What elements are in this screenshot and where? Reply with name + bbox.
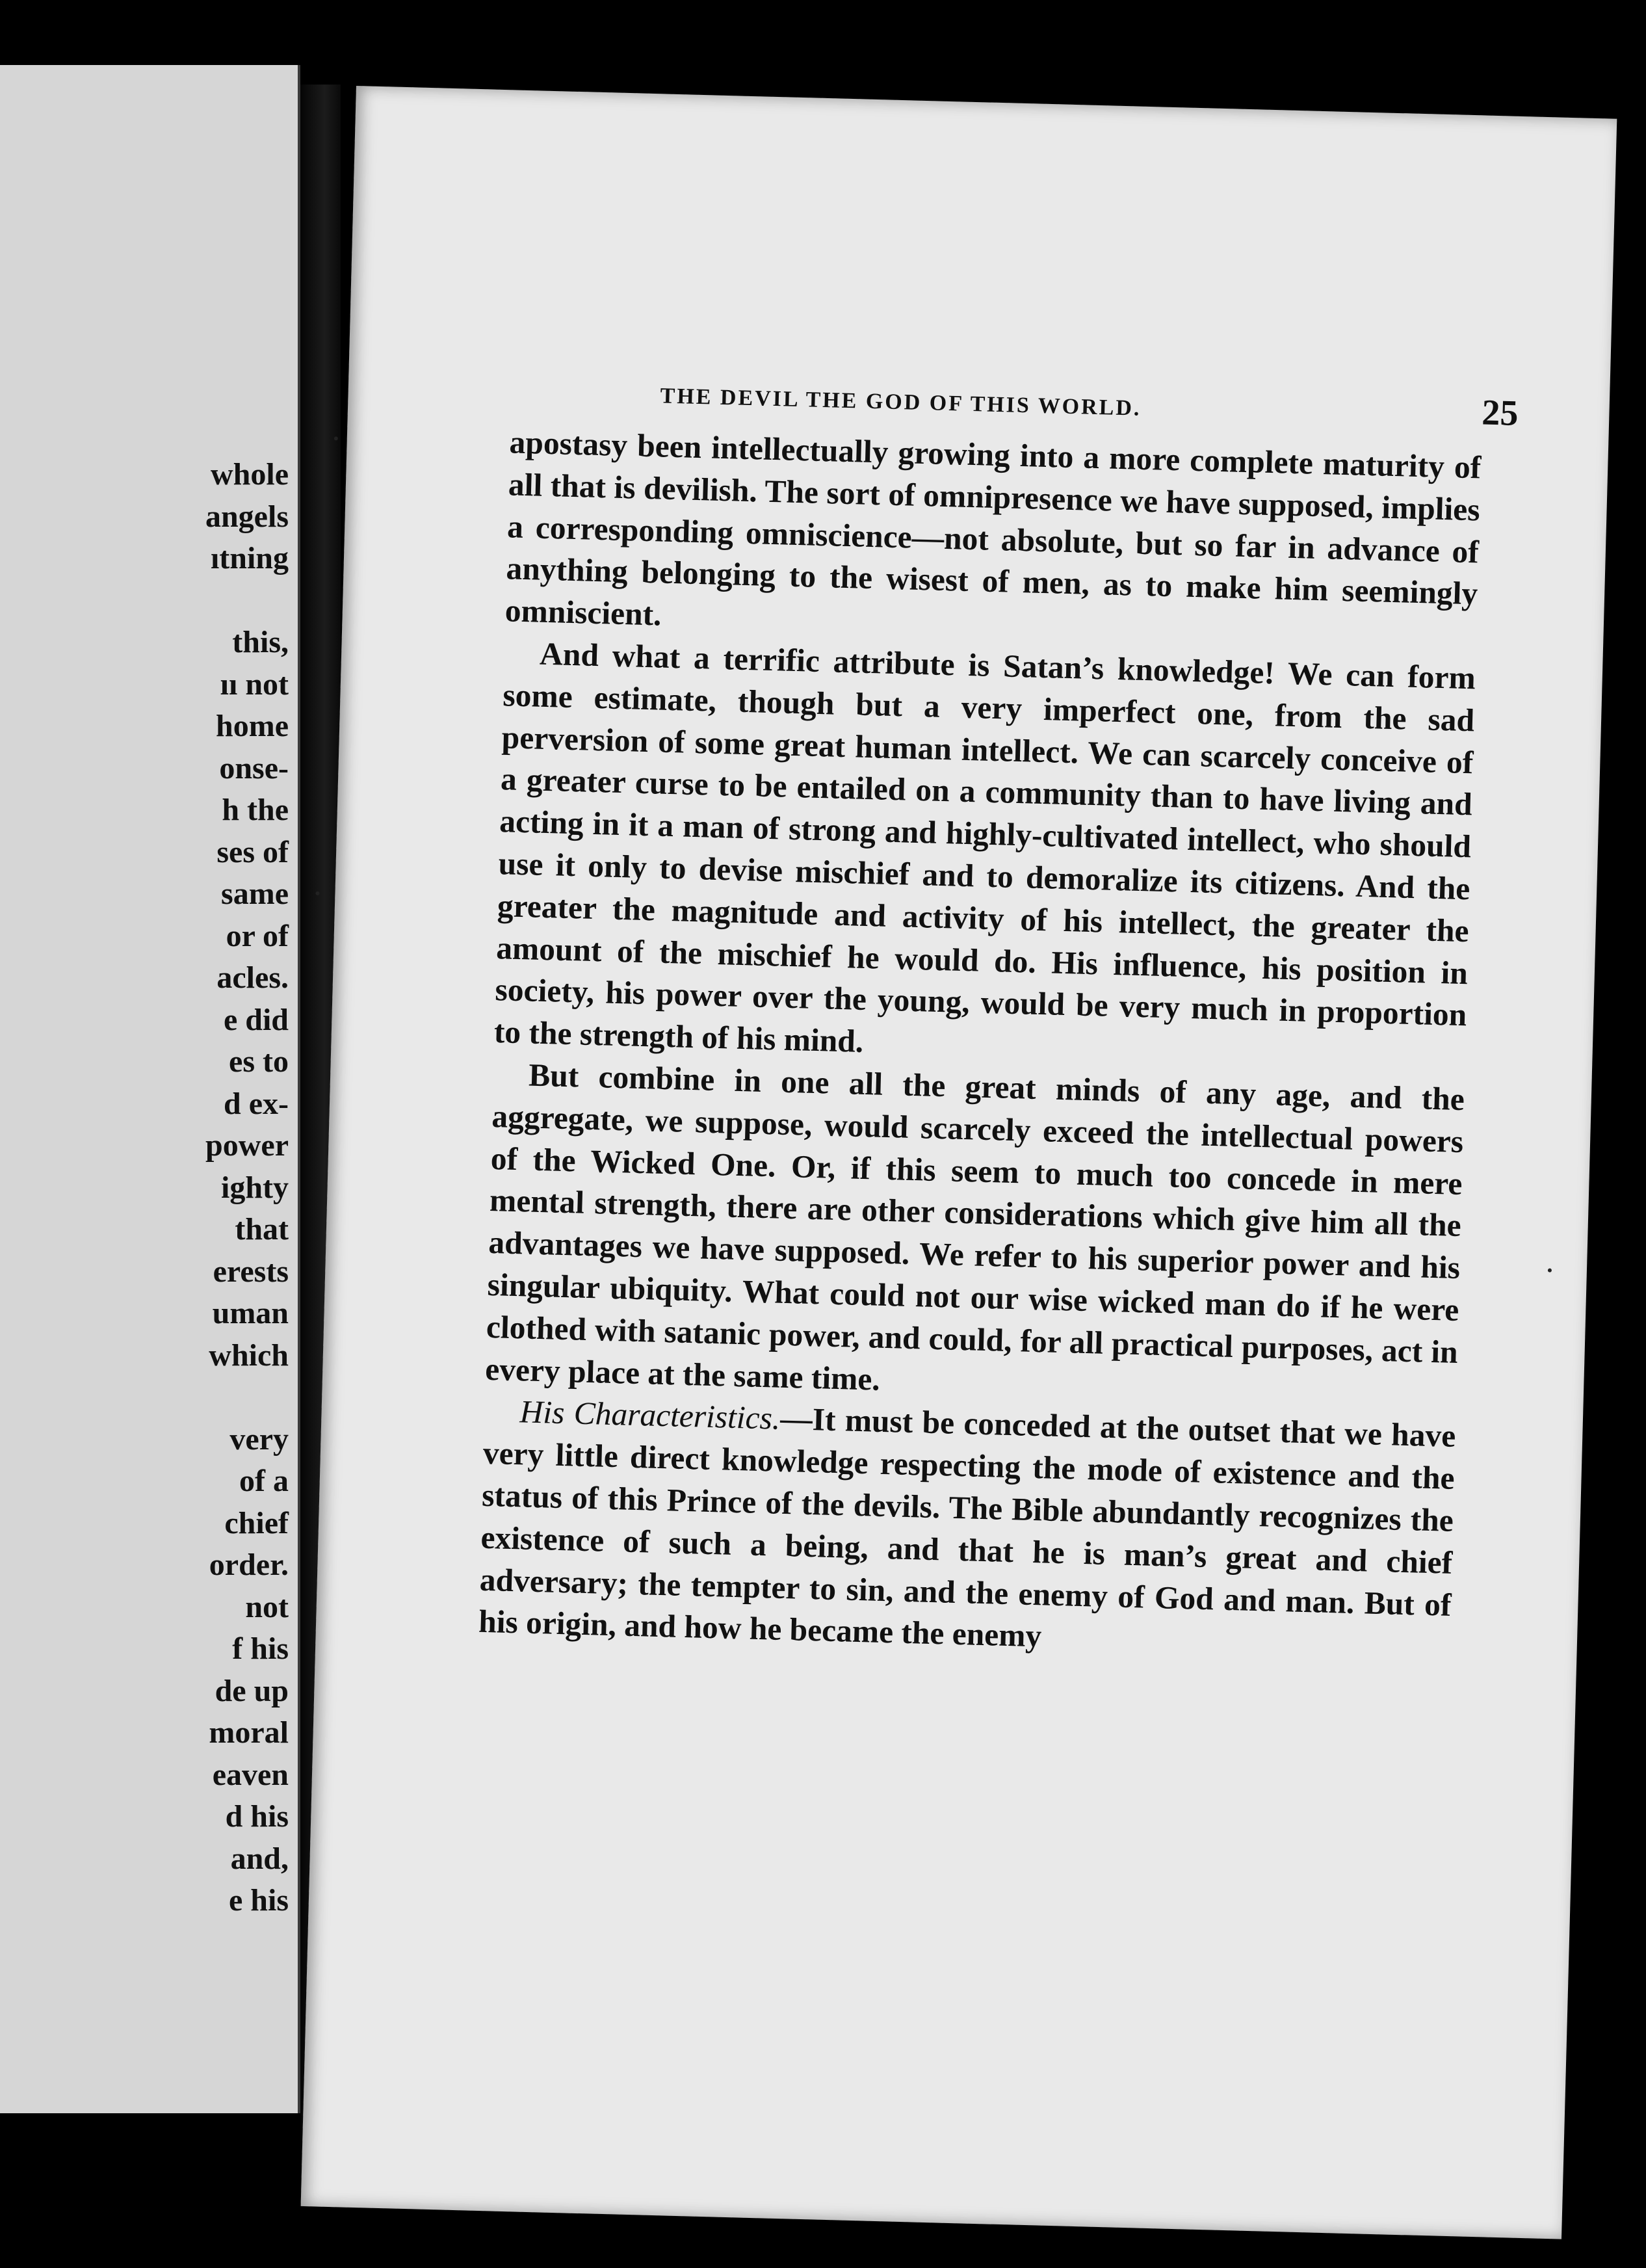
left-page-line: e did — [223, 1002, 289, 1037]
left-page-line: or of — [226, 918, 289, 953]
left-page-line: acles. — [216, 960, 289, 995]
left-page-line: ıı not — [220, 666, 289, 702]
left-page-line: moral — [209, 1715, 289, 1750]
paragraph-great-minds: But combine in one all the great minds of any age, and the aggregate, we suppose, would scarcely exceed the intellectual powers of the Wicked One. Or, if this seem to much too concede in mere mental strength, there are other considerations which give him all the advantages we have supposed. We refer to his superior power and his singular ubiquity. What could not our wise wicked man do if he were clothed with satanic power, and could, for all practical purposes, act in every place at the same time. — [484, 1057, 1465, 1397]
left-page-line — [205, 580, 289, 622]
left-page-line: order. — [209, 1548, 289, 1582]
left-page-line: eaven — [212, 1757, 289, 1792]
paragraph-continued: apostasy been intellectually growing into a more complete maturity of all that is devilish. The sort of omnipresence we have supposed, implies a corresponding omniscience—not absolute, but so far in advance of anything belonging to the wisest of men, as to make him seemingly omniscient. — [504, 424, 1482, 633]
left-page-line: which — [209, 1338, 289, 1373]
left-page-line: f his — [232, 1631, 289, 1666]
running-head-title: THE DEVIL THE GOD OF THIS WORLD. — [660, 384, 1142, 421]
left-page-line: that — [235, 1212, 289, 1246]
left-page-line: and, — [230, 1841, 289, 1876]
left-page-line: same — [221, 877, 289, 911]
left-page-line: d ex- — [224, 1086, 289, 1121]
page-number: 25 — [1481, 392, 1519, 434]
left-page-line: d his — [225, 1799, 289, 1834]
running-head — [660, 370, 1519, 434]
body-text — [478, 421, 1482, 1668]
paragraph-satans-knowledge: And what a terrific attribute is Satan’s knowledge! We can form some estimate, though but a very imperfect one, from the sad perversion of some great human intellect. We can scarcely conceive of a greater curse to be entailed on a community than to have living and acting in it a man of strong and highly-cultivated intellect, who should use it only to devise mischief and to demoralize its citizens. And the greater the magnitude and activity of his intellect, the greater the amount of the mischief he would do. His influence, his position in society, his power over the young, would be very much in proportion to the strength of his mind. — [493, 635, 1476, 1060]
paragraph-characteristics-text: —It must be conceded at the outset that we have very little direct knowledge respecting the mode of existence and the status of this Prince of the devils. The Bible abundantly recognizes the existence of such a being, and that he is man’s great and chief adversary; the tempter to sin, and the enemy of God and man. But of his origin, and how he became the enemy — [478, 1401, 1456, 1654]
left-page-line: of a — [239, 1464, 289, 1498]
left-page-line: home — [216, 709, 289, 743]
left-page-line: whole — [211, 457, 289, 492]
left-page-text — [205, 454, 289, 1922]
left-page-line: onse- — [219, 750, 289, 785]
left-page — [0, 65, 300, 2113]
left-page-line: e his — [228, 1883, 289, 1918]
left-page-line: very — [229, 1421, 289, 1457]
left-page-line: h the — [222, 793, 289, 827]
right-page — [301, 86, 1617, 2239]
left-page-line: power — [205, 1128, 289, 1163]
left-page-line: angels — [205, 499, 289, 534]
left-page-line: chief — [224, 1505, 289, 1540]
side-head-characteristics: His Characteristics. — [519, 1393, 781, 1437]
left-page-line: de up — [215, 1673, 289, 1708]
left-page-line: not — [245, 1589, 289, 1624]
left-page-line: ıtning — [210, 541, 289, 575]
left-page-line: es to — [229, 1044, 289, 1079]
left-page-line — [205, 1377, 289, 1419]
left-page-line: uman — [212, 1296, 289, 1330]
paragraph-characteristics — [478, 1390, 1456, 1668]
left-page-line: ses of — [216, 834, 289, 869]
left-page-line: this, — [232, 625, 289, 659]
ink-speck — [1548, 1269, 1552, 1272]
left-page-line: ighty — [220, 1170, 289, 1205]
left-page-line: erests — [213, 1254, 289, 1289]
